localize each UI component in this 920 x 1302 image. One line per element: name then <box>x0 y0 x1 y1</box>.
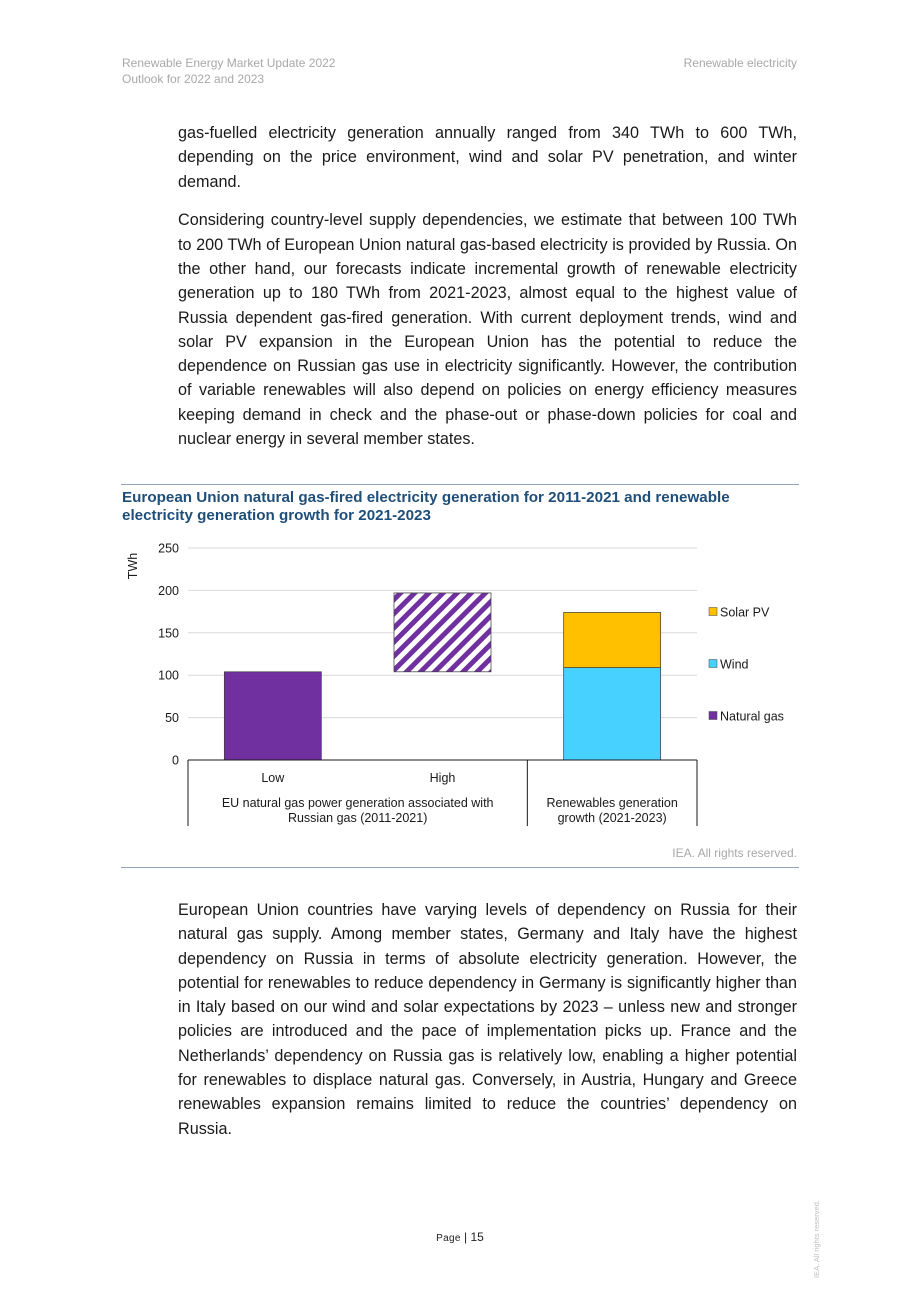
legend-swatch <box>709 712 717 720</box>
legend-swatch <box>709 660 717 668</box>
x-tick-label: High <box>429 771 456 785</box>
bar-natural-gas <box>224 672 321 760</box>
y-tick-label: 0 <box>172 753 179 768</box>
x-tick-label: Low <box>261 771 285 785</box>
legend-label: Natural gas <box>720 709 784 724</box>
figure-credit: IEA. All rights reserved. <box>672 846 797 860</box>
bar-natural-gas-range-hatched- <box>394 593 491 672</box>
bar-solar-pv <box>564 612 661 667</box>
y-tick-label: 50 <box>165 711 179 726</box>
page-number-value: 15 <box>470 1230 484 1244</box>
y-tick-label: 250 <box>158 541 179 556</box>
page-separator: | <box>464 1230 468 1244</box>
y-tick-label: 200 <box>158 583 179 598</box>
side-watermark: IEA. All rights reserved. <box>812 1200 821 1278</box>
report-subtitle: Outlook for 2022 and 2023 <box>122 72 265 86</box>
y-axis-label: TWh <box>126 552 140 580</box>
paragraph: Considering country-level supply dependencies, we estimate that between 100 TWh to 200 TWh of European Union natural gas-based electricity is provided by Russia. On the other hand, our forecasts indicate incremental growth of renewable electricity generation up to 180 TWh from 2021-2023, almost equal to the highest value of Russia dependent gas-fired generation. With current deployment trends, wind and solar PV expansion in the European Union has the potential to reduce the dependence on Russian gas use in electricity significantly. However, the contribution of variable renewables will also depend on policies on energy efficiency measures keeping demand in check and the phase-out or phase-down policies for coal and nuclear energy in several member states. <box>178 211 797 449</box>
legend-label: Wind <box>720 657 749 672</box>
legend-label: Solar PV <box>720 605 770 620</box>
page-label: Page <box>436 1233 461 1244</box>
bar-wind <box>564 668 661 760</box>
page-number <box>0 1230 920 1244</box>
paragraph: European Union countries have varying levels of dependency on Russia for their natural gas supply. Among member states, Germany and Italy have the highest dependency on Russia in terms of absolute electricity generation. However, the potential for renewables to reduce dependency in Germany is significantly higher than in Italy based on our wind and solar expectations by 2023 – unless new and stronger policies are introduced and the pace of implementation picks up. France and the Netherlands’ dependency on Russia gas is relatively low, enabling a higher potential for renewables to displace natural gas. Conversely, in Austria, Hungary and Greece renewables expansion remains limited to reduce the countries’ dependency on Russia. <box>178 901 797 1138</box>
body-text-bottom <box>178 898 797 1155</box>
figure-bottom-rule <box>121 867 799 868</box>
y-tick-label: 150 <box>158 626 179 641</box>
group-label: EU natural gas power generation associated with Russian gas (2011-2021) <box>221 796 494 825</box>
figure-title: European Union natural gas-fired electricity generation for 2011-2021 and renewable electricity generation growth for 2021-2023 <box>122 489 730 524</box>
report-title: Renewable Energy Market Update 2022 <box>122 56 336 70</box>
y-tick-label: 100 <box>158 668 179 683</box>
paragraph: gas-fuelled electricity generation annually ranged from 340 TWh to 600 TWh, depending on the price environment, wind and solar PV penetration, and winter demand. <box>178 124 797 191</box>
section-title: Renewable electricity <box>683 56 797 70</box>
legend-swatch <box>709 608 717 616</box>
group-label: Renewables generation growth (2021-2023) <box>546 796 678 825</box>
